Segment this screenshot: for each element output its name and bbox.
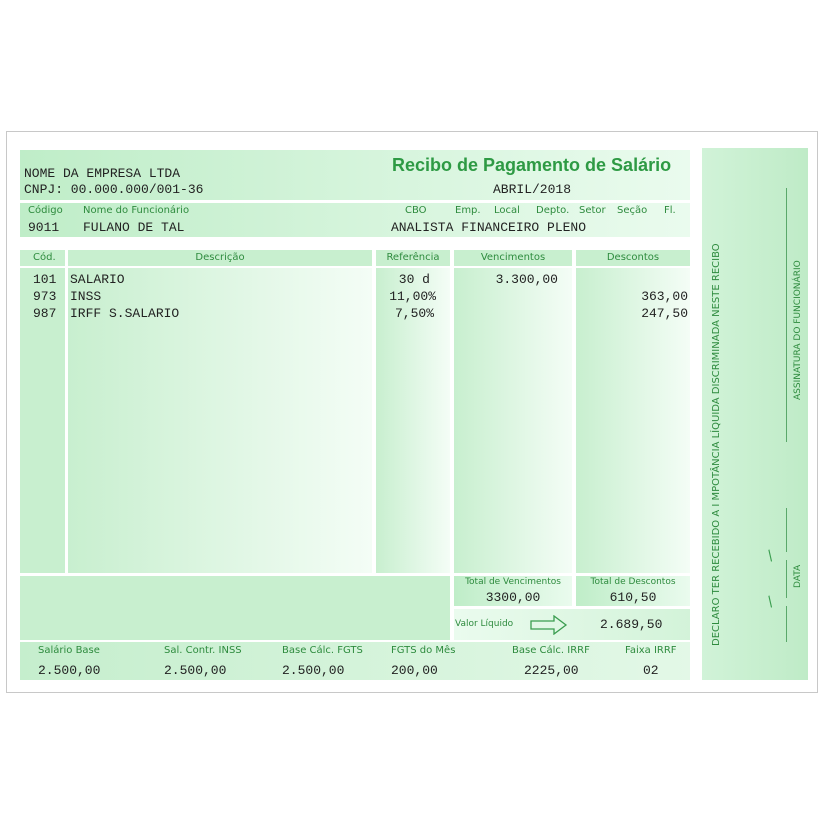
table-row-2-descricao: INSS	[70, 289, 102, 304]
local-label: Local	[494, 205, 520, 216]
total-vencimentos-label: Total de Vencimentos	[465, 577, 561, 587]
faixa-irrf-value: 02	[643, 663, 659, 678]
company-name: NOME DA EMPRESA LTDA	[24, 166, 181, 181]
total-descontos-label: Total de Descontos	[590, 577, 676, 587]
table-row-3-cod: 987	[33, 306, 57, 321]
sal-contr-inss-value: 2.500,00	[164, 663, 227, 678]
faixa-irrf-label: Faixa IRRF	[625, 645, 677, 656]
table-row-1-referencia: 30 d	[398, 272, 430, 287]
employee-role: ANALISTA FINANCEIRO PLENO	[391, 220, 587, 235]
table-row-2-descontos: 363,00	[641, 289, 688, 304]
descricao-header: Descrição	[195, 252, 245, 263]
table-row-2-cod: 973	[33, 289, 57, 304]
table-row-1-cod: 101	[33, 272, 57, 287]
date-separator-2: /	[764, 593, 777, 611]
salario-base-value: 2.500,00	[38, 663, 101, 678]
sal-contr-inss-label: Sal. Contr. INSS	[164, 645, 242, 656]
date-separator-1: /	[764, 547, 777, 565]
fl-label: Fl.	[664, 205, 676, 216]
depto-label: Depto.	[536, 205, 570, 216]
fgts-mes-value: 200,00	[391, 663, 438, 678]
valor-liquido-label: Valor Líquido	[455, 619, 514, 629]
valor-liquido-value: 2.689,50	[600, 617, 663, 632]
total-descontos-value: 610,50	[609, 590, 657, 605]
date-line-bottom	[786, 606, 787, 642]
cbo-label: CBO	[405, 205, 427, 216]
table-row-1-descricao: SALARIO	[70, 272, 125, 287]
date-line-middle	[786, 560, 787, 598]
total-vencimentos-value: 3300,00	[485, 590, 541, 605]
table-row-3-descontos: 247,50	[641, 306, 688, 321]
fgts-mes-label: FGTS do Mês	[391, 645, 456, 656]
signature-label: ASSINATURA DO FUNCIONÁRIO	[793, 260, 803, 400]
employee-code: 9011	[28, 220, 60, 235]
referencia-header: Referência	[386, 252, 440, 263]
emp-label: Emp.	[455, 205, 481, 216]
company-cnpj: CNPJ: 00.000.000/001-36	[24, 182, 204, 197]
base-calc-irrf-label: Base Cálc. IRRF	[512, 645, 590, 656]
period: ABRIL/2018	[493, 182, 572, 197]
secao-label: Seção	[617, 205, 648, 216]
vencimentos-column	[454, 268, 572, 573]
base-calc-fgts-label: Base Cálc. FGTS	[282, 645, 363, 656]
arrow-right-icon	[530, 615, 568, 635]
base-calc-fgts-value: 2.500,00	[282, 663, 345, 678]
date-label: DATA	[793, 564, 803, 588]
receipt-title: Recibo de Pagamento de Salário	[392, 155, 672, 175]
employee-name-label: Nome do Funcionário	[83, 205, 190, 216]
base-calc-irrf-value: 2225,00	[524, 663, 579, 678]
employee-name: FULANO DE TAL	[83, 220, 185, 235]
setor-label: Setor	[579, 205, 606, 216]
date-line-top	[786, 508, 787, 552]
salario-base-label: Salário Base	[38, 645, 100, 656]
table-row-1-vencimentos: 3.300,00	[495, 272, 558, 287]
table-row-3-descricao: IRFF S.SALARIO	[70, 306, 180, 321]
declaration-text: DECLARO TER RECEBIDO A I MPOTÂNCIA LÍQUIDA DISCRIMINADA NESTE RECIBO	[711, 243, 722, 646]
cod-header: Cód.	[33, 252, 56, 263]
table-row-2-referencia: 11,00%	[389, 289, 436, 304]
code-label: Código	[28, 205, 63, 216]
vencimentos-header: Vencimentos	[480, 252, 546, 263]
signature-line	[786, 188, 787, 442]
table-row-3-referencia: 7,50%	[394, 306, 434, 321]
descontos-header: Descontos	[606, 252, 660, 263]
totals-left-block	[20, 576, 450, 640]
